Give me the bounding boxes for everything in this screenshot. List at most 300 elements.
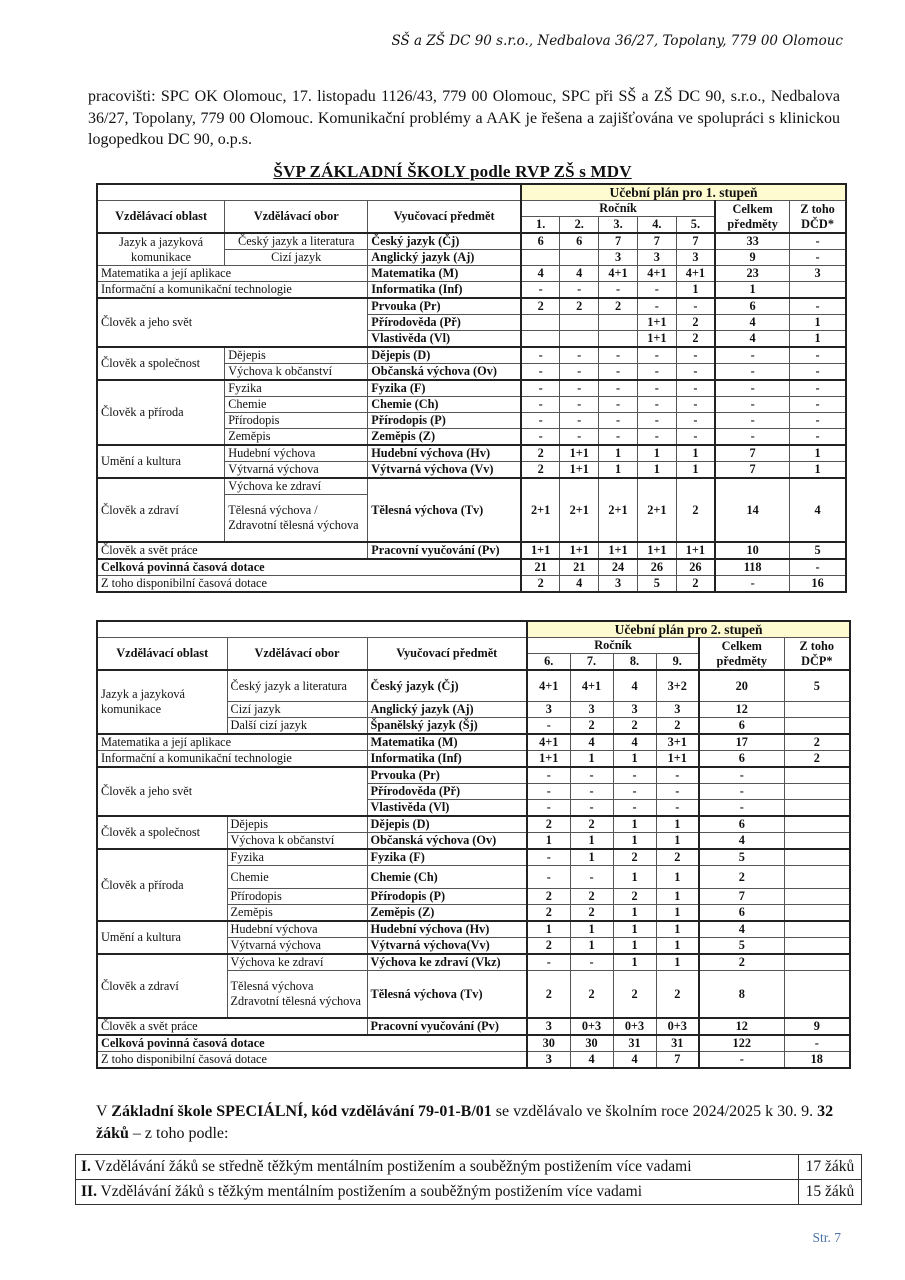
field-cell: Cizí jazyk (225, 250, 368, 266)
area-cell: Umění a kultura (97, 921, 227, 954)
col-rocnik: Ročník (527, 638, 699, 654)
value-cell: - (521, 413, 560, 429)
field-cell: Chemie (225, 397, 368, 413)
value-cell: 1 (527, 833, 570, 850)
grade-header: 3. (599, 217, 638, 234)
summary-middle: se vzdělávalo ve školním roce 2024/2025 k 30. 9. (491, 1103, 818, 1120)
value-cell: 4 (570, 734, 613, 751)
dcd-cell: 3 (790, 266, 846, 282)
total-cell: 2 (699, 866, 784, 889)
value-cell: 1 (613, 866, 656, 889)
table-row (97, 734, 850, 751)
dcp-cell (784, 833, 850, 850)
value-cell: 4+1 (527, 734, 570, 751)
value-cell: 1+1 (599, 542, 638, 559)
value-cell: - (560, 282, 599, 299)
dcd-cell: 5 (790, 542, 846, 559)
total-available-label: Z toho disponibilní časová dotace (97, 576, 521, 593)
grade-header: 4. (637, 217, 676, 234)
value-cell: 1 (656, 833, 699, 850)
area-cell: Umění a kultura (97, 445, 225, 478)
subject-cell: Český jazyk (Čj) (367, 670, 527, 702)
col-oblast: Vzdělávací oblast (97, 638, 227, 671)
value-cell: 3 (599, 576, 638, 593)
value-cell: - (656, 767, 699, 784)
area-cell: Člověk a příroda (97, 849, 227, 921)
value-cell: - (527, 954, 570, 971)
dcd-cell: 1 (790, 331, 846, 348)
dcd-cell: 1 (790, 315, 846, 331)
value-cell: - (570, 784, 613, 800)
table-row (97, 751, 850, 768)
value-cell: 2 (521, 462, 560, 479)
value-cell: 2 (521, 576, 560, 593)
dcp-cell: 5 (784, 670, 850, 702)
value-cell: - (570, 954, 613, 971)
value-cell: 4 (570, 1052, 613, 1069)
area-cell: Člověk a společnost (97, 816, 227, 849)
value-cell: 1 (570, 938, 613, 955)
total-cell: - (699, 1052, 784, 1069)
dcd-cell: - (790, 380, 846, 397)
value-cell: - (656, 784, 699, 800)
total-cell: 6 (699, 751, 784, 768)
value-cell: - (560, 413, 599, 429)
dcp-cell: - (784, 1035, 850, 1052)
total-cell: - (715, 347, 790, 364)
total-cell: - (715, 576, 790, 593)
value-cell: 2 (570, 905, 613, 922)
value-cell: 2 (676, 478, 715, 542)
group-text: Vzdělávání žáků se středně těžkým mentálním postižením a souběžným postižením více vadami (90, 1158, 692, 1175)
field-cell: Zeměpis (227, 905, 367, 922)
summary-prefix: V (96, 1103, 112, 1120)
grade-header: 7. (570, 654, 613, 671)
subject-cell: Chemie (Ch) (367, 866, 527, 889)
value-cell (599, 331, 638, 348)
total-available-row (97, 1052, 850, 1069)
subject-cell: Hudební výchova (Hv) (368, 445, 521, 462)
area-cell: Člověk a příroda (97, 380, 225, 445)
summary-paragraph (96, 1101, 856, 1144)
value-cell: 1 (613, 954, 656, 971)
total-cell: 122 (699, 1035, 784, 1052)
table-row (97, 954, 850, 971)
table-row (97, 816, 850, 833)
total-cell: 4 (715, 331, 790, 348)
subject-cell: Výtvarná výchova (Vv) (368, 462, 521, 479)
dcd-cell: - (790, 233, 846, 250)
dcd-cell: - (790, 429, 846, 446)
value-cell: - (599, 282, 638, 299)
dcp-cell (784, 702, 850, 718)
dcp-cell: 2 (784, 734, 850, 751)
table-row (97, 445, 846, 462)
field-cell: Dějepis (225, 347, 368, 364)
total-cell: 9 (715, 250, 790, 266)
value-cell: - (676, 413, 715, 429)
col-predmet: Vyučovací předmět (368, 201, 521, 234)
value-cell: - (637, 380, 676, 397)
value-cell: 1 (676, 445, 715, 462)
value-cell: 31 (613, 1035, 656, 1052)
value-cell: 1 (527, 921, 570, 938)
dcd-cell: - (790, 364, 846, 381)
value-cell: - (527, 866, 570, 889)
value-cell: - (599, 347, 638, 364)
subject-cell: Občanská výchova (Ov) (367, 833, 527, 850)
dcp-cell (784, 849, 850, 866)
value-cell: 2 (521, 298, 560, 315)
total-cell: 6 (699, 816, 784, 833)
value-cell: 4 (613, 670, 656, 702)
value-cell: - (613, 800, 656, 817)
value-cell: - (599, 413, 638, 429)
total-cell: 33 (715, 233, 790, 250)
group-row (76, 1155, 862, 1180)
value-cell: 2 (613, 889, 656, 905)
value-cell: 2 (570, 718, 613, 735)
value-cell: 2 (570, 889, 613, 905)
value-cell: 1 (599, 462, 638, 479)
field-cell: Fyzika (225, 380, 368, 397)
group-count: 17 žáků (799, 1155, 862, 1180)
summary-count: 32 žáků (96, 1103, 834, 1142)
value-cell: 2 (527, 938, 570, 955)
field-cell: Chemie (227, 866, 367, 889)
value-cell: 5 (637, 576, 676, 593)
col-obor: Vzdělávací obor (225, 201, 368, 234)
total-cell: 7 (699, 889, 784, 905)
value-cell: - (637, 397, 676, 413)
value-cell: 2 (570, 816, 613, 833)
value-cell: 30 (570, 1035, 613, 1052)
document-title: ŠVP ZÁKLADNÍ ŠKOLY podle RVP ZŠ s MDV (273, 162, 632, 181)
value-cell: 6 (560, 233, 599, 250)
total-cell: 10 (715, 542, 790, 559)
value-cell: 1 (637, 462, 676, 479)
total-cell: 17 (699, 734, 784, 751)
value-cell: 2 (613, 849, 656, 866)
value-cell: 4+1 (676, 266, 715, 282)
value-cell: 2 (676, 315, 715, 331)
subject-cell: Anglický jazyk (Aj) (367, 702, 527, 718)
grade-header: 9. (656, 654, 699, 671)
value-cell: 1+1 (637, 542, 676, 559)
dcp-cell (784, 954, 850, 971)
value-cell: 1 (676, 282, 715, 299)
total-cell: 5 (699, 938, 784, 955)
value-cell: - (560, 364, 599, 381)
total-cell: 23 (715, 266, 790, 282)
value-cell: - (676, 298, 715, 315)
area-cell: Člověk a svět práce (97, 1018, 367, 1035)
field-cell: Další cizí jazyk (227, 718, 367, 735)
value-cell: 7 (656, 1052, 699, 1069)
student-groups-table (75, 1154, 862, 1205)
dcp-cell (784, 800, 850, 817)
value-cell: 3 (527, 1018, 570, 1035)
subject-cell: Matematika (M) (367, 734, 527, 751)
table-row (97, 282, 846, 299)
value-cell: 30 (527, 1035, 570, 1052)
summary-school: Základní škole SPECIÁLNÍ, kód vzdělávání 79-01-B/01 (111, 1103, 492, 1120)
value-cell: 1 (676, 462, 715, 479)
value-cell: 0+3 (570, 1018, 613, 1035)
dcd-cell: - (790, 347, 846, 364)
field-cell: Hudební výchova (225, 445, 368, 462)
value-cell: 2 (527, 889, 570, 905)
field-cell: Dějepis (227, 816, 367, 833)
field-cell: Zeměpis (225, 429, 368, 446)
area-cell: Jazyk a jazyková komunikace (97, 670, 227, 734)
value-cell: 31 (656, 1035, 699, 1052)
value-cell: - (560, 347, 599, 364)
value-cell: 1+1 (521, 542, 560, 559)
value-cell: 1 (599, 445, 638, 462)
total-cell: - (699, 767, 784, 784)
value-cell: 1+1 (527, 751, 570, 768)
dcp-cell: 9 (784, 1018, 850, 1035)
table-row (97, 921, 850, 938)
field-cell: Český jazyk a literatura (225, 233, 368, 250)
field-cell: Přírodopis (225, 413, 368, 429)
value-cell: 3 (637, 250, 676, 266)
value-cell: 7 (676, 233, 715, 250)
value-cell: 2 (613, 971, 656, 1019)
total-cell: 2 (699, 954, 784, 971)
dcd-cell: 4 (790, 478, 846, 542)
dcp-cell (784, 866, 850, 889)
value-cell: 1+1 (637, 315, 676, 331)
group-row (76, 1180, 862, 1205)
value-cell: 2 (656, 849, 699, 866)
dcp-cell (784, 905, 850, 922)
value-cell: - (637, 429, 676, 446)
value-cell: 2 (527, 905, 570, 922)
dcd-cell: - (790, 250, 846, 266)
table-row (97, 266, 846, 282)
value-cell: 2 (527, 816, 570, 833)
col-ztoho: Z toho DČP* (784, 638, 850, 671)
value-cell: 2 (676, 576, 715, 593)
value-cell: 1 (570, 833, 613, 850)
value-cell: - (527, 718, 570, 735)
field-cell: Český jazyk a literatura (227, 670, 367, 702)
value-cell: 1 (613, 921, 656, 938)
grade-header: 5. (676, 217, 715, 234)
subject-cell: Občanská výchova (Ov) (368, 364, 521, 381)
table-row (97, 849, 850, 866)
value-cell: 1 (613, 905, 656, 922)
subject-cell: Zeměpis (Z) (367, 905, 527, 922)
total-cell: - (715, 413, 790, 429)
subject-cell: Dějepis (D) (368, 347, 521, 364)
plan-title: Učební plán pro 1. stupeň (521, 184, 846, 201)
value-cell: - (599, 380, 638, 397)
table-row (97, 298, 846, 315)
total-cell: 1 (715, 282, 790, 299)
value-cell: 3+1 (656, 734, 699, 751)
subject-cell: Chemie (Ch) (368, 397, 521, 413)
subject-cell: Přírodověda (Př) (367, 784, 527, 800)
value-cell: 1 (570, 921, 613, 938)
value-cell: 2+1 (560, 478, 599, 542)
col-celkem: Celkem předměty (715, 201, 790, 234)
value-cell: - (527, 849, 570, 866)
curriculum-table-grade-2 (96, 620, 851, 1069)
total-cell: - (715, 380, 790, 397)
value-cell: 3 (527, 702, 570, 718)
subject-cell: Fyzika (F) (368, 380, 521, 397)
area-cell: Informační a komunikační technologie (97, 751, 367, 768)
value-cell: 1 (613, 938, 656, 955)
table-row (97, 1018, 850, 1035)
value-cell: 21 (521, 559, 560, 576)
subject-cell: Dějepis (D) (367, 816, 527, 833)
dcd-cell: 16 (790, 576, 846, 593)
area-cell: Člověk a zdraví (97, 478, 225, 542)
field-cell: Výchova k občanství (227, 833, 367, 850)
value-cell: 7 (599, 233, 638, 250)
field-cell: Tělesná výchova Zdravotní tělesná výchova (227, 971, 367, 1019)
value-cell (521, 331, 560, 348)
dcp-cell: 2 (784, 751, 850, 768)
subject-cell: Matematika (M) (368, 266, 521, 282)
field-cell: Výchova k občanství (225, 364, 368, 381)
subject-cell: Výtvarná výchova(Vv) (367, 938, 527, 955)
total-cell: 6 (715, 298, 790, 315)
subject-cell: Fyzika (F) (367, 849, 527, 866)
subject-cell: Španělský jazyk (Šj) (367, 718, 527, 735)
value-cell: 3 (599, 250, 638, 266)
value-cell: 1+1 (637, 331, 676, 348)
value-cell: - (637, 364, 676, 381)
total-required-label: Celková povinná časová dotace (97, 559, 521, 576)
value-cell: 1 (637, 445, 676, 462)
value-cell: 21 (560, 559, 599, 576)
value-cell: - (613, 767, 656, 784)
subject-cell: Informatika (Inf) (367, 751, 527, 768)
table-row (97, 670, 850, 702)
value-cell: 2 (527, 971, 570, 1019)
value-cell (560, 315, 599, 331)
table-row (97, 767, 850, 784)
total-cell: 7 (715, 462, 790, 479)
value-cell: - (521, 347, 560, 364)
total-cell: 7 (715, 445, 790, 462)
value-cell: 1 (656, 921, 699, 938)
area-cell: Matematika a její aplikace (97, 266, 368, 282)
dcp-cell (784, 889, 850, 905)
value-cell: 3+2 (656, 670, 699, 702)
value-cell: 2+1 (521, 478, 560, 542)
area-cell: Člověk a zdraví (97, 954, 227, 1018)
group-number: I. (81, 1158, 91, 1175)
value-cell: - (599, 429, 638, 446)
value-cell: 1+1 (560, 462, 599, 479)
total-required-row (97, 1035, 850, 1052)
subject-cell: Anglický jazyk (Aj) (368, 250, 521, 266)
value-cell: - (676, 380, 715, 397)
value-cell: 4 (560, 576, 599, 593)
dcp-cell: 18 (784, 1052, 850, 1069)
total-cell: 14 (715, 478, 790, 542)
value-cell: 2 (599, 298, 638, 315)
field-cell: Výtvarná výchova (225, 462, 368, 479)
total-cell: - (715, 364, 790, 381)
value-cell: - (676, 347, 715, 364)
value-cell: 2 (560, 298, 599, 315)
value-cell: 2 (521, 445, 560, 462)
dcp-cell (784, 938, 850, 955)
value-cell: 4 (613, 1052, 656, 1069)
subject-cell: Vlastivěda (Vl) (367, 800, 527, 817)
value-cell: 2 (656, 718, 699, 735)
value-cell: - (613, 784, 656, 800)
total-available-row (97, 576, 846, 593)
dcp-cell (784, 784, 850, 800)
area-cell: Člověk a jeho svět (97, 298, 368, 347)
dcp-cell (784, 718, 850, 735)
value-cell: 1 (656, 905, 699, 922)
value-cell: 2 (676, 331, 715, 348)
total-cell: 12 (699, 702, 784, 718)
value-cell: 1+1 (676, 542, 715, 559)
subject-cell: Hudební výchova (Hv) (367, 921, 527, 938)
field-cell: Výtvarná výchova (227, 938, 367, 955)
subject-cell: Vlastivěda (Vl) (368, 331, 521, 348)
page-number: Str. 7 (812, 1230, 841, 1245)
group-number: II. (81, 1183, 97, 1200)
total-cell: 4 (715, 315, 790, 331)
value-cell: 3 (676, 250, 715, 266)
value-cell: 26 (637, 559, 676, 576)
value-cell: - (521, 364, 560, 381)
value-cell: 0+3 (613, 1018, 656, 1035)
value-cell: - (570, 767, 613, 784)
col-ztoho: Z toho DČD* (790, 201, 846, 234)
field-cell: Tělesná výchova / Zdravotní tělesná výchova (225, 495, 368, 543)
value-cell: 0+3 (656, 1018, 699, 1035)
table-row (97, 478, 846, 495)
dcp-cell (784, 816, 850, 833)
page-header: SŠ a ZŠ DC 90 s.r.o., Nedbalova 36/27, Topolany, 779 00 Olomouc (391, 33, 843, 49)
value-cell: - (527, 784, 570, 800)
dcp-cell (784, 921, 850, 938)
field-cell: Cizí jazyk (227, 702, 367, 718)
value-cell: 1 (656, 938, 699, 955)
group-description (76, 1155, 799, 1180)
subject-cell: Pracovní vyučování (Pv) (368, 542, 521, 559)
total-available-label: Z toho disponibilní časová dotace (97, 1052, 527, 1069)
value-cell: - (560, 429, 599, 446)
value-cell: - (521, 282, 560, 299)
value-cell: 6 (521, 233, 560, 250)
total-required-row (97, 559, 846, 576)
value-cell: 1 (656, 889, 699, 905)
dcd-cell: 1 (790, 445, 846, 462)
area-cell: Člověk a jeho svět (97, 767, 367, 816)
value-cell: 1 (656, 954, 699, 971)
value-cell: - (521, 397, 560, 413)
area-cell: Informační a komunikační technologie (97, 282, 368, 299)
total-cell: - (699, 800, 784, 817)
value-cell: 3 (570, 702, 613, 718)
value-cell: 2 (613, 718, 656, 735)
subject-cell: Tělesná výchova (Tv) (367, 971, 527, 1019)
dcd-cell: - (790, 397, 846, 413)
